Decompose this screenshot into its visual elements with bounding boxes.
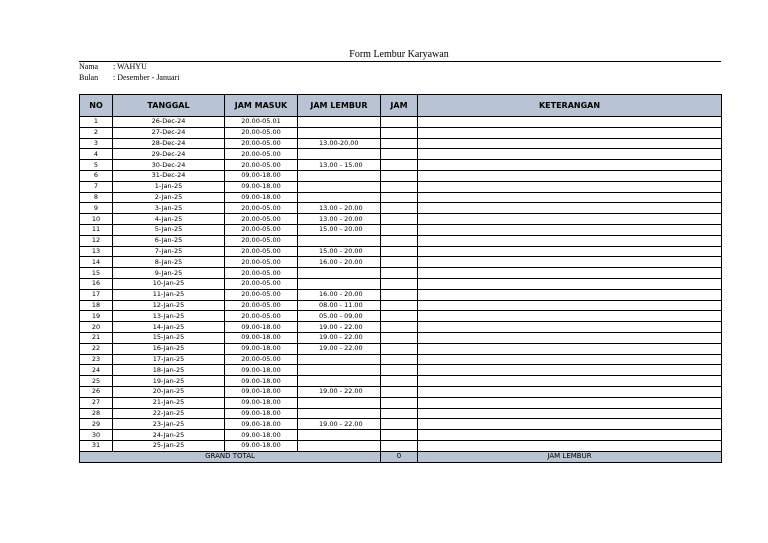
cell-tanggal: 9-Jan-25 xyxy=(113,268,225,279)
cell-tanggal: 15-Jan-25 xyxy=(113,332,225,343)
cell-jam xyxy=(381,300,418,311)
cell-jam-masuk: 09.00-18.00 xyxy=(225,408,298,419)
cell-tanggal: 12-Jan-25 xyxy=(113,300,225,311)
jam-lembur-label: JAM LEMBUR xyxy=(418,451,722,462)
cell-tanggal: 25-Jan-25 xyxy=(113,440,225,451)
cell-jam xyxy=(381,160,418,171)
table-header-row xyxy=(80,95,722,117)
info-nama xyxy=(79,62,147,71)
table-row xyxy=(80,268,722,279)
cell-jam-masuk: 20.00-05.00 xyxy=(225,289,298,300)
cell-tanggal: 6-Jan-25 xyxy=(113,235,225,246)
cell-jam-masuk: 09.00-18.00 xyxy=(225,376,298,387)
cell-jam-masuk: 20.00-05.00 xyxy=(225,268,298,279)
header-jam-masuk: JAM MASUK xyxy=(225,95,298,117)
cell-jam-lembur xyxy=(298,181,381,192)
cell-jam-lembur xyxy=(298,376,381,387)
cell-tanggal: 22-Jan-25 xyxy=(113,408,225,419)
cell-jam xyxy=(381,289,418,300)
cell-jam xyxy=(381,278,418,289)
cell-no: 20 xyxy=(80,322,113,333)
cell-jam-masuk: 09.00-18.00 xyxy=(225,332,298,343)
cell-jam-lembur: 15.00 - 20.00 xyxy=(298,246,381,257)
cell-jam-masuk: 09.00-18.00 xyxy=(225,386,298,397)
cell-keterangan xyxy=(418,397,722,408)
cell-jam-masuk: 20.00-05.00 xyxy=(225,311,298,322)
cell-jam-lembur xyxy=(298,365,381,376)
cell-jam-lembur: 08.00 - 11.00 xyxy=(298,300,381,311)
bulan-value: : Desember - Januari xyxy=(113,73,180,82)
table-row xyxy=(80,170,722,181)
cell-keterangan xyxy=(418,332,722,343)
cell-jam-lembur xyxy=(298,397,381,408)
cell-jam-lembur: 05.00 - 09.00 xyxy=(298,311,381,322)
cell-jam xyxy=(381,149,418,160)
cell-jam xyxy=(381,332,418,343)
cell-jam xyxy=(381,408,418,419)
cell-keterangan xyxy=(418,214,722,225)
cell-no: 22 xyxy=(80,343,113,354)
table-row xyxy=(80,214,722,225)
cell-jam-lembur: 16.00 - 20.00 xyxy=(298,289,381,300)
cell-jam-lembur xyxy=(298,354,381,365)
table-row xyxy=(80,430,722,441)
cell-jam xyxy=(381,214,418,225)
cell-no: 11 xyxy=(80,224,113,235)
cell-no: 30 xyxy=(80,430,113,441)
cell-jam-lembur: 19.00 - 22.00 xyxy=(298,332,381,343)
cell-no: 3 xyxy=(80,138,113,149)
cell-no: 10 xyxy=(80,214,113,225)
cell-jam-lembur xyxy=(298,408,381,419)
grand-total-value: 0 xyxy=(381,451,418,462)
cell-keterangan xyxy=(418,257,722,268)
cell-jam-lembur: 16.00 - 20.00 xyxy=(298,257,381,268)
table-row xyxy=(80,376,722,387)
table-row xyxy=(80,354,722,365)
cell-jam-lembur xyxy=(298,268,381,279)
cell-keterangan xyxy=(418,440,722,451)
cell-jam-lembur: 19.00 - 22.00 xyxy=(298,386,381,397)
cell-jam-masuk: 09.00-18.00 xyxy=(225,430,298,441)
bulan-label: Bulan xyxy=(79,73,99,82)
cell-tanggal: 11-Jan-25 xyxy=(113,289,225,300)
cell-tanggal: 16-Jan-25 xyxy=(113,343,225,354)
cell-jam-lembur: 15.00 - 20.00 xyxy=(298,224,381,235)
cell-jam xyxy=(381,440,418,451)
cell-keterangan xyxy=(418,117,722,128)
cell-tanggal: 4-Jan-25 xyxy=(113,214,225,225)
cell-keterangan xyxy=(418,246,722,257)
cell-no: 2 xyxy=(80,127,113,138)
grand-total-label: GRAND TOTAL xyxy=(80,451,381,462)
cell-no: 14 xyxy=(80,257,113,268)
title-rule xyxy=(79,61,721,62)
cell-no: 1 xyxy=(80,117,113,128)
table-row xyxy=(80,117,722,128)
cell-tanggal: 21-Jan-25 xyxy=(113,397,225,408)
cell-no: 15 xyxy=(80,268,113,279)
cell-jam xyxy=(381,365,418,376)
cell-jam-lembur: 13.00 - 20.00 xyxy=(298,214,381,225)
cell-tanggal: 31-Dec-24 xyxy=(113,170,225,181)
cell-keterangan xyxy=(418,138,722,149)
cell-jam-masuk: 20.00-05.00 xyxy=(225,149,298,160)
table-row xyxy=(80,278,722,289)
cell-no: 16 xyxy=(80,278,113,289)
cell-keterangan xyxy=(418,289,722,300)
cell-tanggal: 7-Jan-25 xyxy=(113,246,225,257)
cell-jam-masuk: 20.00-05.00 xyxy=(225,203,298,214)
cell-jam-masuk: 20.00-05.00 xyxy=(225,300,298,311)
cell-jam xyxy=(381,170,418,181)
cell-tanggal: 29-Dec-24 xyxy=(113,149,225,160)
cell-jam-lembur xyxy=(298,117,381,128)
cell-jam-masuk: 09.00-18.00 xyxy=(225,440,298,451)
cell-keterangan xyxy=(418,235,722,246)
header-no: NO xyxy=(80,95,113,117)
header-jam-lembur: JAM LEMBUR xyxy=(298,95,381,117)
header-tanggal: TANGGAL xyxy=(113,95,225,117)
table-body xyxy=(80,117,722,452)
cell-no: 21 xyxy=(80,332,113,343)
cell-no: 25 xyxy=(80,376,113,387)
table-row xyxy=(80,257,722,268)
header-keterangan: KETERANGAN xyxy=(418,95,722,117)
form-title: Form Lembur Karyawan xyxy=(349,49,449,60)
cell-keterangan xyxy=(418,149,722,160)
cell-jam xyxy=(381,386,418,397)
cell-jam-lembur xyxy=(298,235,381,246)
cell-jam-lembur xyxy=(298,192,381,203)
table-row xyxy=(80,440,722,451)
cell-no: 9 xyxy=(80,203,113,214)
table-row xyxy=(80,138,722,149)
cell-jam-lembur: 13.00 - 15.00 xyxy=(298,160,381,171)
cell-jam xyxy=(381,224,418,235)
cell-jam-lembur: 19.00 - 22.00 xyxy=(298,322,381,333)
cell-no: 7 xyxy=(80,181,113,192)
cell-jam-lembur: 19.00 - 22.00 xyxy=(298,419,381,430)
cell-jam xyxy=(381,343,418,354)
cell-jam-lembur: 19.00 - 22.00 xyxy=(298,343,381,354)
table-row xyxy=(80,300,722,311)
cell-tanggal: 30-Dec-24 xyxy=(113,160,225,171)
cell-jam-lembur xyxy=(298,430,381,441)
overtime-table xyxy=(79,94,722,463)
cell-jam-masuk: 20.00-05.00 xyxy=(225,224,298,235)
cell-jam-masuk: 20.00-05.00 xyxy=(225,138,298,149)
table-row xyxy=(80,322,722,333)
cell-no: 18 xyxy=(80,300,113,311)
table-row xyxy=(80,127,722,138)
cell-tanggal: 2-Jan-25 xyxy=(113,192,225,203)
cell-tanggal: 17-Jan-25 xyxy=(113,354,225,365)
cell-keterangan xyxy=(418,430,722,441)
cell-jam xyxy=(381,235,418,246)
cell-no: 23 xyxy=(80,354,113,365)
cell-no: 27 xyxy=(80,397,113,408)
cell-keterangan xyxy=(418,192,722,203)
table-row xyxy=(80,365,722,376)
table-row xyxy=(80,203,722,214)
cell-jam-masuk: 20.00-05.00 xyxy=(225,160,298,171)
cell-keterangan xyxy=(418,354,722,365)
cell-jam-masuk: 09.00-18.00 xyxy=(225,181,298,192)
cell-no: 4 xyxy=(80,149,113,160)
header-jam: JAM xyxy=(381,95,418,117)
cell-jam xyxy=(381,257,418,268)
table-row xyxy=(80,181,722,192)
table-row xyxy=(80,149,722,160)
cell-keterangan xyxy=(418,160,722,171)
cell-jam xyxy=(381,117,418,128)
cell-tanggal: 19-Jan-25 xyxy=(113,376,225,387)
cell-tanggal: 10-Jan-25 xyxy=(113,278,225,289)
cell-tanggal: 28-Dec-24 xyxy=(113,138,225,149)
cell-keterangan xyxy=(418,343,722,354)
cell-jam xyxy=(381,397,418,408)
cell-jam xyxy=(381,181,418,192)
nama-value: : WAHYU xyxy=(113,62,147,71)
cell-keterangan xyxy=(418,322,722,333)
cell-keterangan xyxy=(418,376,722,387)
cell-tanggal: 8-Jan-25 xyxy=(113,257,225,268)
cell-no: 17 xyxy=(80,289,113,300)
table-row xyxy=(80,386,722,397)
cell-jam-masuk: 09.00-18.00 xyxy=(225,419,298,430)
table-row xyxy=(80,224,722,235)
cell-tanggal: 13-Jan-25 xyxy=(113,311,225,322)
table-row xyxy=(80,332,722,343)
cell-keterangan xyxy=(418,224,722,235)
cell-no: 8 xyxy=(80,192,113,203)
cell-no: 12 xyxy=(80,235,113,246)
cell-no: 6 xyxy=(80,170,113,181)
cell-keterangan xyxy=(418,408,722,419)
cell-jam xyxy=(381,203,418,214)
cell-tanggal: 3-Jan-25 xyxy=(113,203,225,214)
cell-tanggal: 20-Jan-25 xyxy=(113,386,225,397)
cell-jam-lembur: 13.00 - 20.00 xyxy=(298,203,381,214)
cell-jam-masuk: 20.00-05.00 xyxy=(225,214,298,225)
cell-jam-masuk: 09.00-18.00 xyxy=(225,397,298,408)
cell-jam-lembur xyxy=(298,278,381,289)
cell-jam-masuk: 20.00-05.00 xyxy=(225,127,298,138)
table-row xyxy=(80,246,722,257)
grand-total-row xyxy=(80,451,722,462)
info-bulan xyxy=(79,73,179,82)
cell-jam xyxy=(381,419,418,430)
cell-tanggal: 26-Dec-24 xyxy=(113,117,225,128)
cell-jam xyxy=(381,430,418,441)
cell-keterangan xyxy=(418,419,722,430)
cell-jam-masuk: 20.00-05.00 xyxy=(225,278,298,289)
cell-keterangan xyxy=(418,300,722,311)
table-row xyxy=(80,311,722,322)
cell-jam-lembur: 13.00-20.00 xyxy=(298,138,381,149)
cell-jam xyxy=(381,376,418,387)
cell-jam-lembur xyxy=(298,127,381,138)
cell-jam xyxy=(381,354,418,365)
table-row xyxy=(80,419,722,430)
table-row xyxy=(80,192,722,203)
cell-jam-masuk: 09.00-18.00 xyxy=(225,343,298,354)
cell-keterangan xyxy=(418,365,722,376)
cell-jam xyxy=(381,311,418,322)
cell-no: 26 xyxy=(80,386,113,397)
cell-jam-masuk: 20.00-05.01 xyxy=(225,117,298,128)
cell-jam xyxy=(381,127,418,138)
cell-jam xyxy=(381,268,418,279)
cell-keterangan xyxy=(418,127,722,138)
cell-jam-masuk: 20.00-05.00 xyxy=(225,354,298,365)
cell-keterangan xyxy=(418,170,722,181)
cell-jam-masuk: 09.00-18.00 xyxy=(225,365,298,376)
cell-jam-lembur xyxy=(298,170,381,181)
cell-keterangan xyxy=(418,386,722,397)
cell-no: 31 xyxy=(80,440,113,451)
cell-keterangan xyxy=(418,278,722,289)
table-row xyxy=(80,160,722,171)
cell-tanggal: 18-Jan-25 xyxy=(113,365,225,376)
table-row xyxy=(80,408,722,419)
table-row xyxy=(80,397,722,408)
cell-keterangan xyxy=(418,311,722,322)
cell-keterangan xyxy=(418,203,722,214)
cell-tanggal: 23-Jan-25 xyxy=(113,419,225,430)
cell-tanggal: 27-Dec-24 xyxy=(113,127,225,138)
cell-tanggal: 1-Jan-25 xyxy=(113,181,225,192)
cell-no: 29 xyxy=(80,419,113,430)
cell-no: 19 xyxy=(80,311,113,322)
cell-jam-masuk: 09.00-18.00 xyxy=(225,170,298,181)
cell-jam xyxy=(381,322,418,333)
cell-jam-masuk: 20.00-05.00 xyxy=(225,246,298,257)
cell-jam-lembur xyxy=(298,440,381,451)
cell-keterangan xyxy=(418,268,722,279)
cell-no: 28 xyxy=(80,408,113,419)
table-row xyxy=(80,235,722,246)
cell-jam xyxy=(381,192,418,203)
cell-no: 5 xyxy=(80,160,113,171)
cell-no: 13 xyxy=(80,246,113,257)
cell-jam-masuk: 20.00-05.00 xyxy=(225,235,298,246)
table-row xyxy=(80,289,722,300)
cell-jam xyxy=(381,138,418,149)
cell-jam-masuk: 09.00-18.00 xyxy=(225,192,298,203)
cell-tanggal: 5-Jan-25 xyxy=(113,224,225,235)
cell-no: 24 xyxy=(80,365,113,376)
cell-jam-masuk: 20.00-05.00 xyxy=(225,257,298,268)
table-row xyxy=(80,343,722,354)
cell-tanggal: 14-Jan-25 xyxy=(113,322,225,333)
cell-jam-lembur xyxy=(298,149,381,160)
cell-keterangan xyxy=(418,181,722,192)
cell-tanggal: 24-Jan-25 xyxy=(113,430,225,441)
nama-label: Nama xyxy=(79,62,99,71)
cell-jam xyxy=(381,246,418,257)
cell-jam-masuk: 09.00-18.00 xyxy=(225,322,298,333)
